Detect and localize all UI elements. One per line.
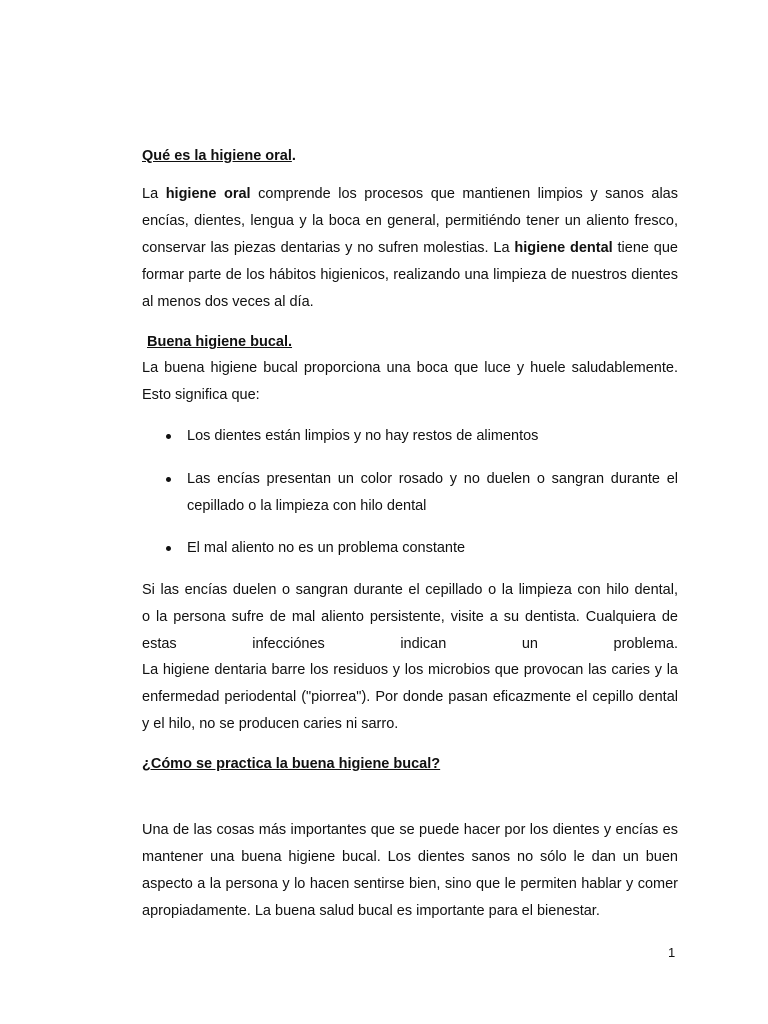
heading-text: Qué es la higiene oral: [142, 148, 292, 164]
bold-term-higiene-dental: higiene dental: [514, 240, 613, 256]
paragraph-definition: [142, 181, 678, 316]
text-run: tiene que formar parte de los hábitos higienicos, realizando una limpieza de nuestros dientes al menos dos veces al día.: [142, 240, 678, 310]
text-line: estas infecciónes indican un problema.: [142, 636, 678, 652]
paragraph-intro: La buena higiene bucal proporciona una boca que luce y huele saludablemente. Esto significa que:: [142, 360, 678, 403]
text-line: Si las encías duelen o sangran durante el cepillado o la limpieza con hilo dental,: [142, 582, 678, 598]
bullet-list: [142, 423, 678, 450]
bullet-list: [142, 466, 678, 520]
text-line: o la persona sufre de mal aliento persistente, visite a su dentista. Cualquiera de: [142, 609, 678, 625]
text-run: comprende los procesos que mantienen limpios y sanos alas encías, dientes, lengua y la boca en general, permitiéndo tener un aliento fresco, conservar las piezas dentarias y no sufren molestias. La: [142, 186, 678, 256]
list-item: [142, 535, 678, 562]
bold-term-higiene-oral: higiene oral: [165, 186, 251, 202]
section-title-buena-higiene: Buena higiene bucal.: [147, 334, 293, 350]
section-title-como-se-practica: ¿Cómo se practica la buena higiene bucal?: [142, 756, 441, 772]
list-item-text: Los dientes están limpios y no hay restos de alimentos: [187, 428, 539, 444]
bullet-dot-icon: [166, 434, 171, 439]
page-number: 1: [668, 945, 676, 960]
list-item: [142, 423, 678, 450]
paragraph-warning: [142, 577, 678, 658]
bullet-list: [142, 535, 678, 562]
paragraph-higiene-dentaria: La higiene dentaria barre los residuos y los microbios que provocan las caries y la enfermedad periodental ("piorrea"). Por donde pasan eficazmente el cepillo dental y el hilo, no se producen caries ni sarro.: [142, 662, 678, 732]
heading-period: .: [291, 148, 296, 164]
list-item-text: El mal aliento no es un problema constante: [187, 540, 466, 556]
text-run: La: [142, 186, 166, 202]
section-title-higiene-oral: [142, 143, 678, 169]
bullet-dot-icon: [166, 546, 171, 551]
bullet-dot-icon: [166, 477, 171, 482]
list-item: [142, 466, 678, 520]
paragraph-importancia: Una de las cosas más importantes que se puede hacer por los dientes y encías es mantener una buena higiene bucal. Los dientes sanos no sólo le dan un buen aspecto a la persona y lo hacen sentirse bien, sino que le permiten hablar y comer apropiadamente. La buena salud bucal es importante para el bienestar.: [142, 822, 678, 919]
list-item-text: Las encías presentan un color rosado y no duelen o sangran durante el cepillado o la limpieza con hilo dental: [187, 471, 678, 514]
